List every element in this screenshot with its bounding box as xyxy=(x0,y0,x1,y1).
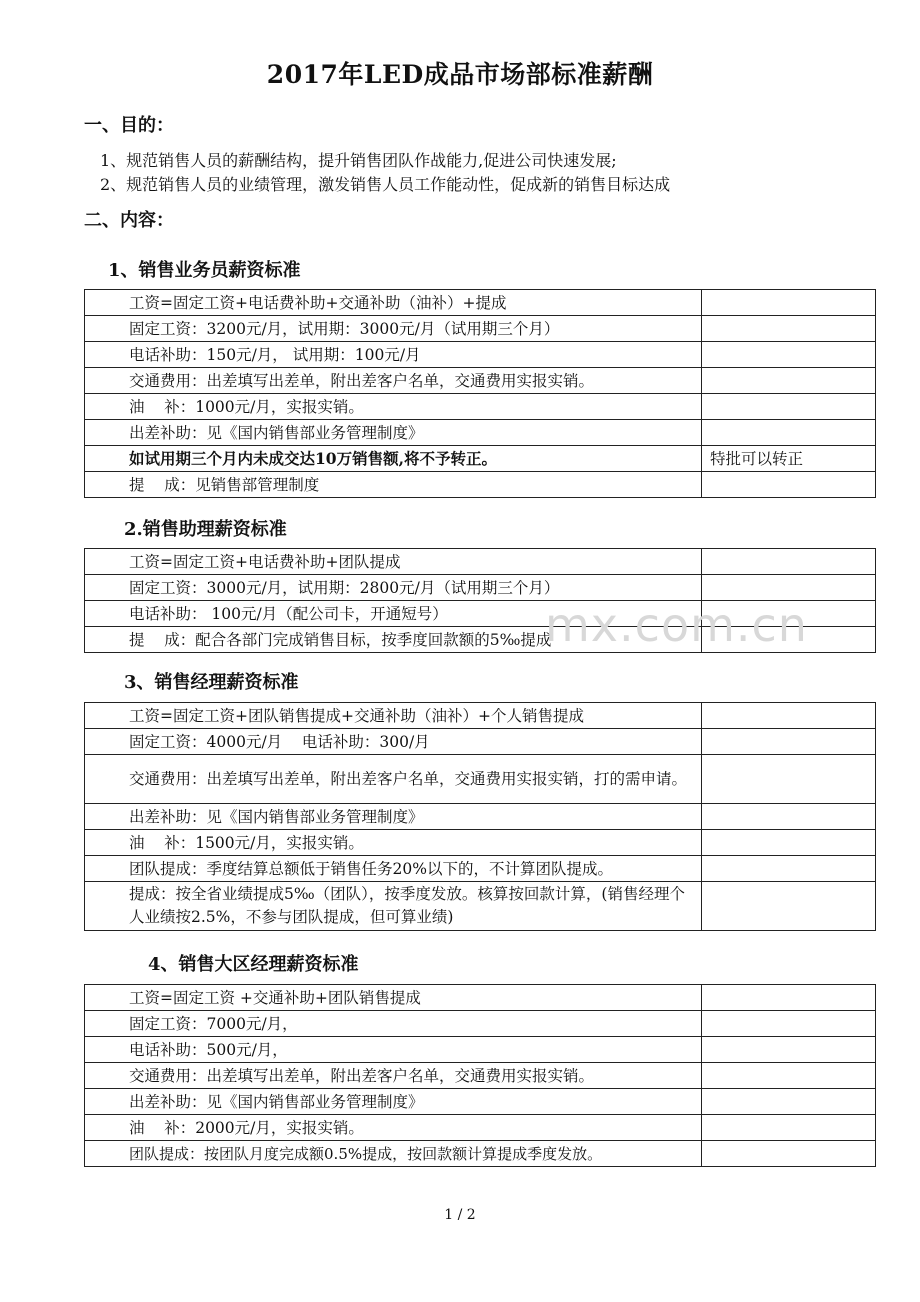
note-cell xyxy=(702,549,876,575)
salary-table-regional-manager xyxy=(84,984,876,1167)
watermark: mx.com.cn xyxy=(545,598,808,652)
purpose-item-1: 1、规范销售人员的薪酬结构，提升销售团队作战能力,促进公司快速发展; xyxy=(100,151,617,170)
document-title: 2017年LED成品市场部标准薪酬 xyxy=(266,60,654,89)
table-row xyxy=(85,342,876,368)
table-row xyxy=(85,549,876,575)
note-cell xyxy=(702,1089,876,1115)
table-row xyxy=(85,575,876,601)
table-cell: 工资=固定工资+电话费补助+交通补助（油补）+提成 xyxy=(85,290,702,316)
table-row xyxy=(85,420,876,446)
table-row xyxy=(85,729,876,755)
table-cell: 油 补：1000元/月，实报实销。 xyxy=(85,394,702,420)
note-cell xyxy=(702,575,876,601)
table-cell: 电话补助： 100元/月（配公司卡，开通短号） xyxy=(85,601,702,627)
purpose-item-2: 2、规范销售人员的业绩管理，激发销售人员工作能动性，促成新的销售目标达成 xyxy=(100,175,671,194)
note-cell xyxy=(702,394,876,420)
table-cell: 交通费用：出差填写出差单，附出差客户名单，交通费用实报实销，打的需申请。 xyxy=(85,755,702,804)
note-cell xyxy=(702,830,876,856)
table-cell: 固定工资：7000元/月， xyxy=(85,1011,702,1037)
page-number: 1 / 2 xyxy=(444,1207,476,1223)
note-cell: 特批可以转正 xyxy=(702,446,876,472)
table-cell: 工资=固定工资 +交通补助+团队销售提成 xyxy=(85,985,702,1011)
table-cell: 出差补助：见《国内销售部业务管理制度》 xyxy=(85,420,702,446)
note-cell xyxy=(702,729,876,755)
section-heading-content: 二、内容： xyxy=(84,210,174,231)
note-cell xyxy=(702,472,876,498)
table-cell: 固定工资：4000元/月 电话补助：300/月 xyxy=(85,729,702,755)
table-cell: 油 补：1500元/月，实报实销。 xyxy=(85,830,702,856)
table-cell: 电话补助：150元/月， 试用期：100元/月 xyxy=(85,342,702,368)
table-heading-salesperson: 1、销售业务员薪资标准 xyxy=(108,260,301,281)
table-row xyxy=(85,394,876,420)
table-cell: 出差补助：见《国内销售部业务管理制度》 xyxy=(85,1089,702,1115)
section-heading-purpose: 一、目的： xyxy=(84,115,174,136)
table-cell: 交通费用：出差填写出差单，附出差客户名单，交通费用实报实销。 xyxy=(85,1063,702,1089)
table-cell: 如试用期三个月内未成交达10万销售额,将不予转正。 xyxy=(85,446,702,472)
table-cell: 电话补助：500元/月， xyxy=(85,1037,702,1063)
table-row xyxy=(85,755,876,804)
table-row xyxy=(85,856,876,882)
note-cell xyxy=(702,342,876,368)
table-row xyxy=(85,1089,876,1115)
table-row xyxy=(85,316,876,342)
table-row xyxy=(85,290,876,316)
salary-table-manager xyxy=(84,702,876,931)
note-cell xyxy=(702,856,876,882)
note-cell xyxy=(702,1141,876,1167)
note-cell xyxy=(702,1063,876,1089)
table-row xyxy=(85,1141,876,1167)
table-cell: 油 补：2000元/月，实报实销。 xyxy=(85,1115,702,1141)
table-cell: 固定工资：3200元/月，试用期：3000元/月（试用期三个月） xyxy=(85,316,702,342)
table-cell: 工资=固定工资+团队销售提成+交通补助（油补）+个人销售提成 xyxy=(85,703,702,729)
note-cell xyxy=(702,703,876,729)
table-cell: 交通费用：出差填写出差单，附出差客户名单，交通费用实报实销。 xyxy=(85,368,702,394)
note-cell xyxy=(702,1115,876,1141)
table-cell: 出差补助：见《国内销售部业务管理制度》 xyxy=(85,804,702,830)
table-row xyxy=(85,830,876,856)
note-cell xyxy=(702,420,876,446)
table-row xyxy=(85,804,876,830)
table-row xyxy=(85,1063,876,1089)
table-row xyxy=(85,446,876,472)
note-cell xyxy=(702,290,876,316)
salary-table-salesperson xyxy=(84,289,876,498)
note-cell xyxy=(702,1011,876,1037)
note-cell xyxy=(702,804,876,830)
note-cell xyxy=(702,1037,876,1063)
note-cell xyxy=(702,368,876,394)
table-row xyxy=(85,882,876,931)
table-heading-assistant: 2.销售助理薪资标准 xyxy=(124,519,287,540)
note-cell xyxy=(702,755,876,804)
table-heading-manager: 3、销售经理薪资标准 xyxy=(124,672,299,693)
table-cell: 工资=固定工资+电话费补助+团队提成 xyxy=(85,549,702,575)
note-cell xyxy=(702,882,876,931)
note-cell xyxy=(702,316,876,342)
table-cell: 提成：按全省业绩提成5‰（团队），按季度发放。核算按回款计算，(销售经理个人业绩按2.5%，不参与团队提成，但可算业绩) xyxy=(85,882,702,931)
table-row xyxy=(85,703,876,729)
table-cell: 固定工资：3000元/月，试用期：2800元/月（试用期三个月） xyxy=(85,575,702,601)
table-row xyxy=(85,368,876,394)
table-cell: 团队提成：季度结算总额低于销售任务20%以下的，不计算团队提成。 xyxy=(85,856,702,882)
table-row xyxy=(85,985,876,1011)
table-row xyxy=(85,1037,876,1063)
table-cell: 提 成：见销售部管理制度 xyxy=(85,472,702,498)
table-row xyxy=(85,1011,876,1037)
table-heading-regional-manager: 4、销售大区经理薪资标准 xyxy=(148,954,359,975)
table-row xyxy=(85,1115,876,1141)
table-row xyxy=(85,472,876,498)
note-cell xyxy=(702,985,876,1011)
table-cell: 提 成：配合各部门完成销售目标，按季度回款额的5‰提成 xyxy=(85,627,702,653)
table-cell: 团队提成：按团队月度完成额0.5%提成，按回款额计算提成季度发放。 xyxy=(85,1141,702,1167)
